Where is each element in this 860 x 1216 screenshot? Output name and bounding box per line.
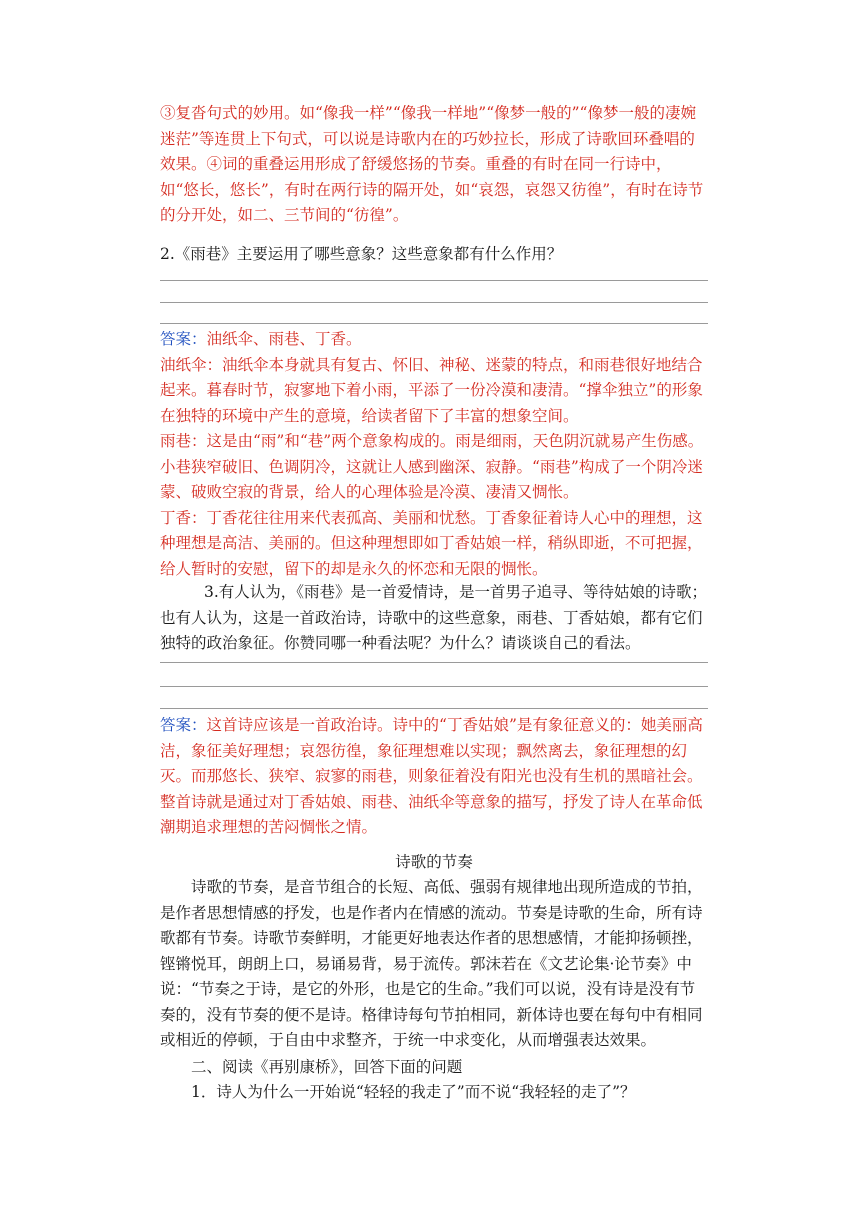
answer-3 <box>160 713 708 841</box>
answer-lead-text: 油纸伞、雨巷、丁香。 <box>206 330 362 348</box>
answer-line <box>160 708 708 709</box>
rhythm-body: 诗歌的节奏，是音节组合的长短、高低、强弱有规律地出现所造成的节拍，是作者思想情感的抒发，也是作者内在情感的流动。节奏是诗歌的生命，所有诗歌都有节奏。诗歌节奏鲜明，才能更好地表达作者的思想感情，才能抑扬顿挫，铿锵悦耳，朗朗上口，易诵易背，易于流传。郭沫若在《文艺论集·论节奏》中说：“节奏之于诗，是它的外形，也是它的生命。”我们可以说，没有诗是没有节奏的，没有节奏的便不是诗。格律诗每句节拍相同，新体诗也要在每句中有相同或相近的停顿，于自由中求整齐，于统一中求变化，从而增强表达效果。 <box>160 878 703 1049</box>
intro-red-paragraph: ③复沓句式的妙用。如“像我一样”“像我一样地”“像梦一般的”“像梦一般的凄婉迷茫”等连贯上下句式，可以说是诗歌内在的巧妙拉长，形成了诗歌回环叠唱的效果。④词的重叠运用形成了舒缓悠扬的节奏。重叠的有时在同一行诗中，如“悠长，悠长”，有时在两行诗的隔开处，如“哀怨，哀怨又彷徨”，有时在诗节的分开处，如二、三节间的“彷徨”。 <box>160 104 704 224</box>
answer-line <box>160 323 708 324</box>
section-2-heading: 二、阅读《再别康桥》，回答下面的问题 <box>191 1058 463 1076</box>
answer-label: 答案： <box>160 716 207 734</box>
answer-2-lead <box>160 327 708 353</box>
rhythm-title: 诗歌的节奏 <box>395 853 473 871</box>
section-2-question-1: 1．诗人为什么一开始说“轻轻的我走了”而不说“我轻轻的走了”？ <box>191 1083 636 1101</box>
question-3: 3.有人认为，《雨巷》是一首爱情诗，是一首男子追寻、等待姑娘的诗歌；也有人认为，这是一首政治诗，诗歌中的这些意象，雨巷、丁香姑娘，都有它们独特的政治象征。你赞同哪一种看法呢？为什么？请谈谈自己的看法。 <box>160 583 708 652</box>
answer-line <box>160 302 708 303</box>
question-2: 2.《雨巷》主要运用了哪些意象？这些意象都有什么作用？ <box>160 245 563 263</box>
answer-line <box>160 686 708 687</box>
answer-3-text: 这首诗应该是一首政治诗。诗中的“丁香姑娘”是有象征意义的：她美丽高洁，象征美好理想；哀怨彷徨，象征理想难以实现；飘然离去，象征理想的幻灭。而那悠长、狭窄、寂寥的雨巷，则象征着没有阳光也没有生机的黑暗社会。整首诗就是通过对丁香姑娘、雨巷、油纸伞等意象的描写，抒发了诗人在革命低潮期追求理想的苦闷惆怅之情。 <box>160 716 703 836</box>
answer-line <box>160 280 708 281</box>
answer-paragraph-lilac: 丁香：丁香花往往用来代表孤高、美丽和忧愁。丁香象征着诗人心中的理想，这种理想是高洁、美丽的。但这种理想即如丁香姑娘一样，稍纵即逝，不可把握，给人暂时的安慰，留下的却是永久的怀恋和无限的惆怅。 <box>160 508 703 578</box>
answer-paragraph-umbrella: 油纸伞：油纸伞本身就具有复古、怀旧、神秘、迷蒙的特点，和雨巷很好地结合起来。暮春时节，寂寥地下着小雨，平添了一份冷漠和凄清。“撑伞独立”的形象在独特的环境中产生的意境，给读者留下了丰富的想象空间。 <box>160 355 703 425</box>
answer-line <box>160 662 708 663</box>
answer-paragraph-alley: 雨巷：这是由“雨”和“巷”两个意象构成的。雨是细雨，天色阴沉就易产生伤感。小巷狭窄破旧、色调阴冷，这就让人感到幽深、寂静。“雨巷”构成了一个阴冷迷蒙、破败空寂的背景，给人的心理体验是冷漠、凄清又惆怅。 <box>160 432 704 501</box>
answer-label: 答案： <box>160 330 207 348</box>
answer-2 <box>160 327 708 582</box>
